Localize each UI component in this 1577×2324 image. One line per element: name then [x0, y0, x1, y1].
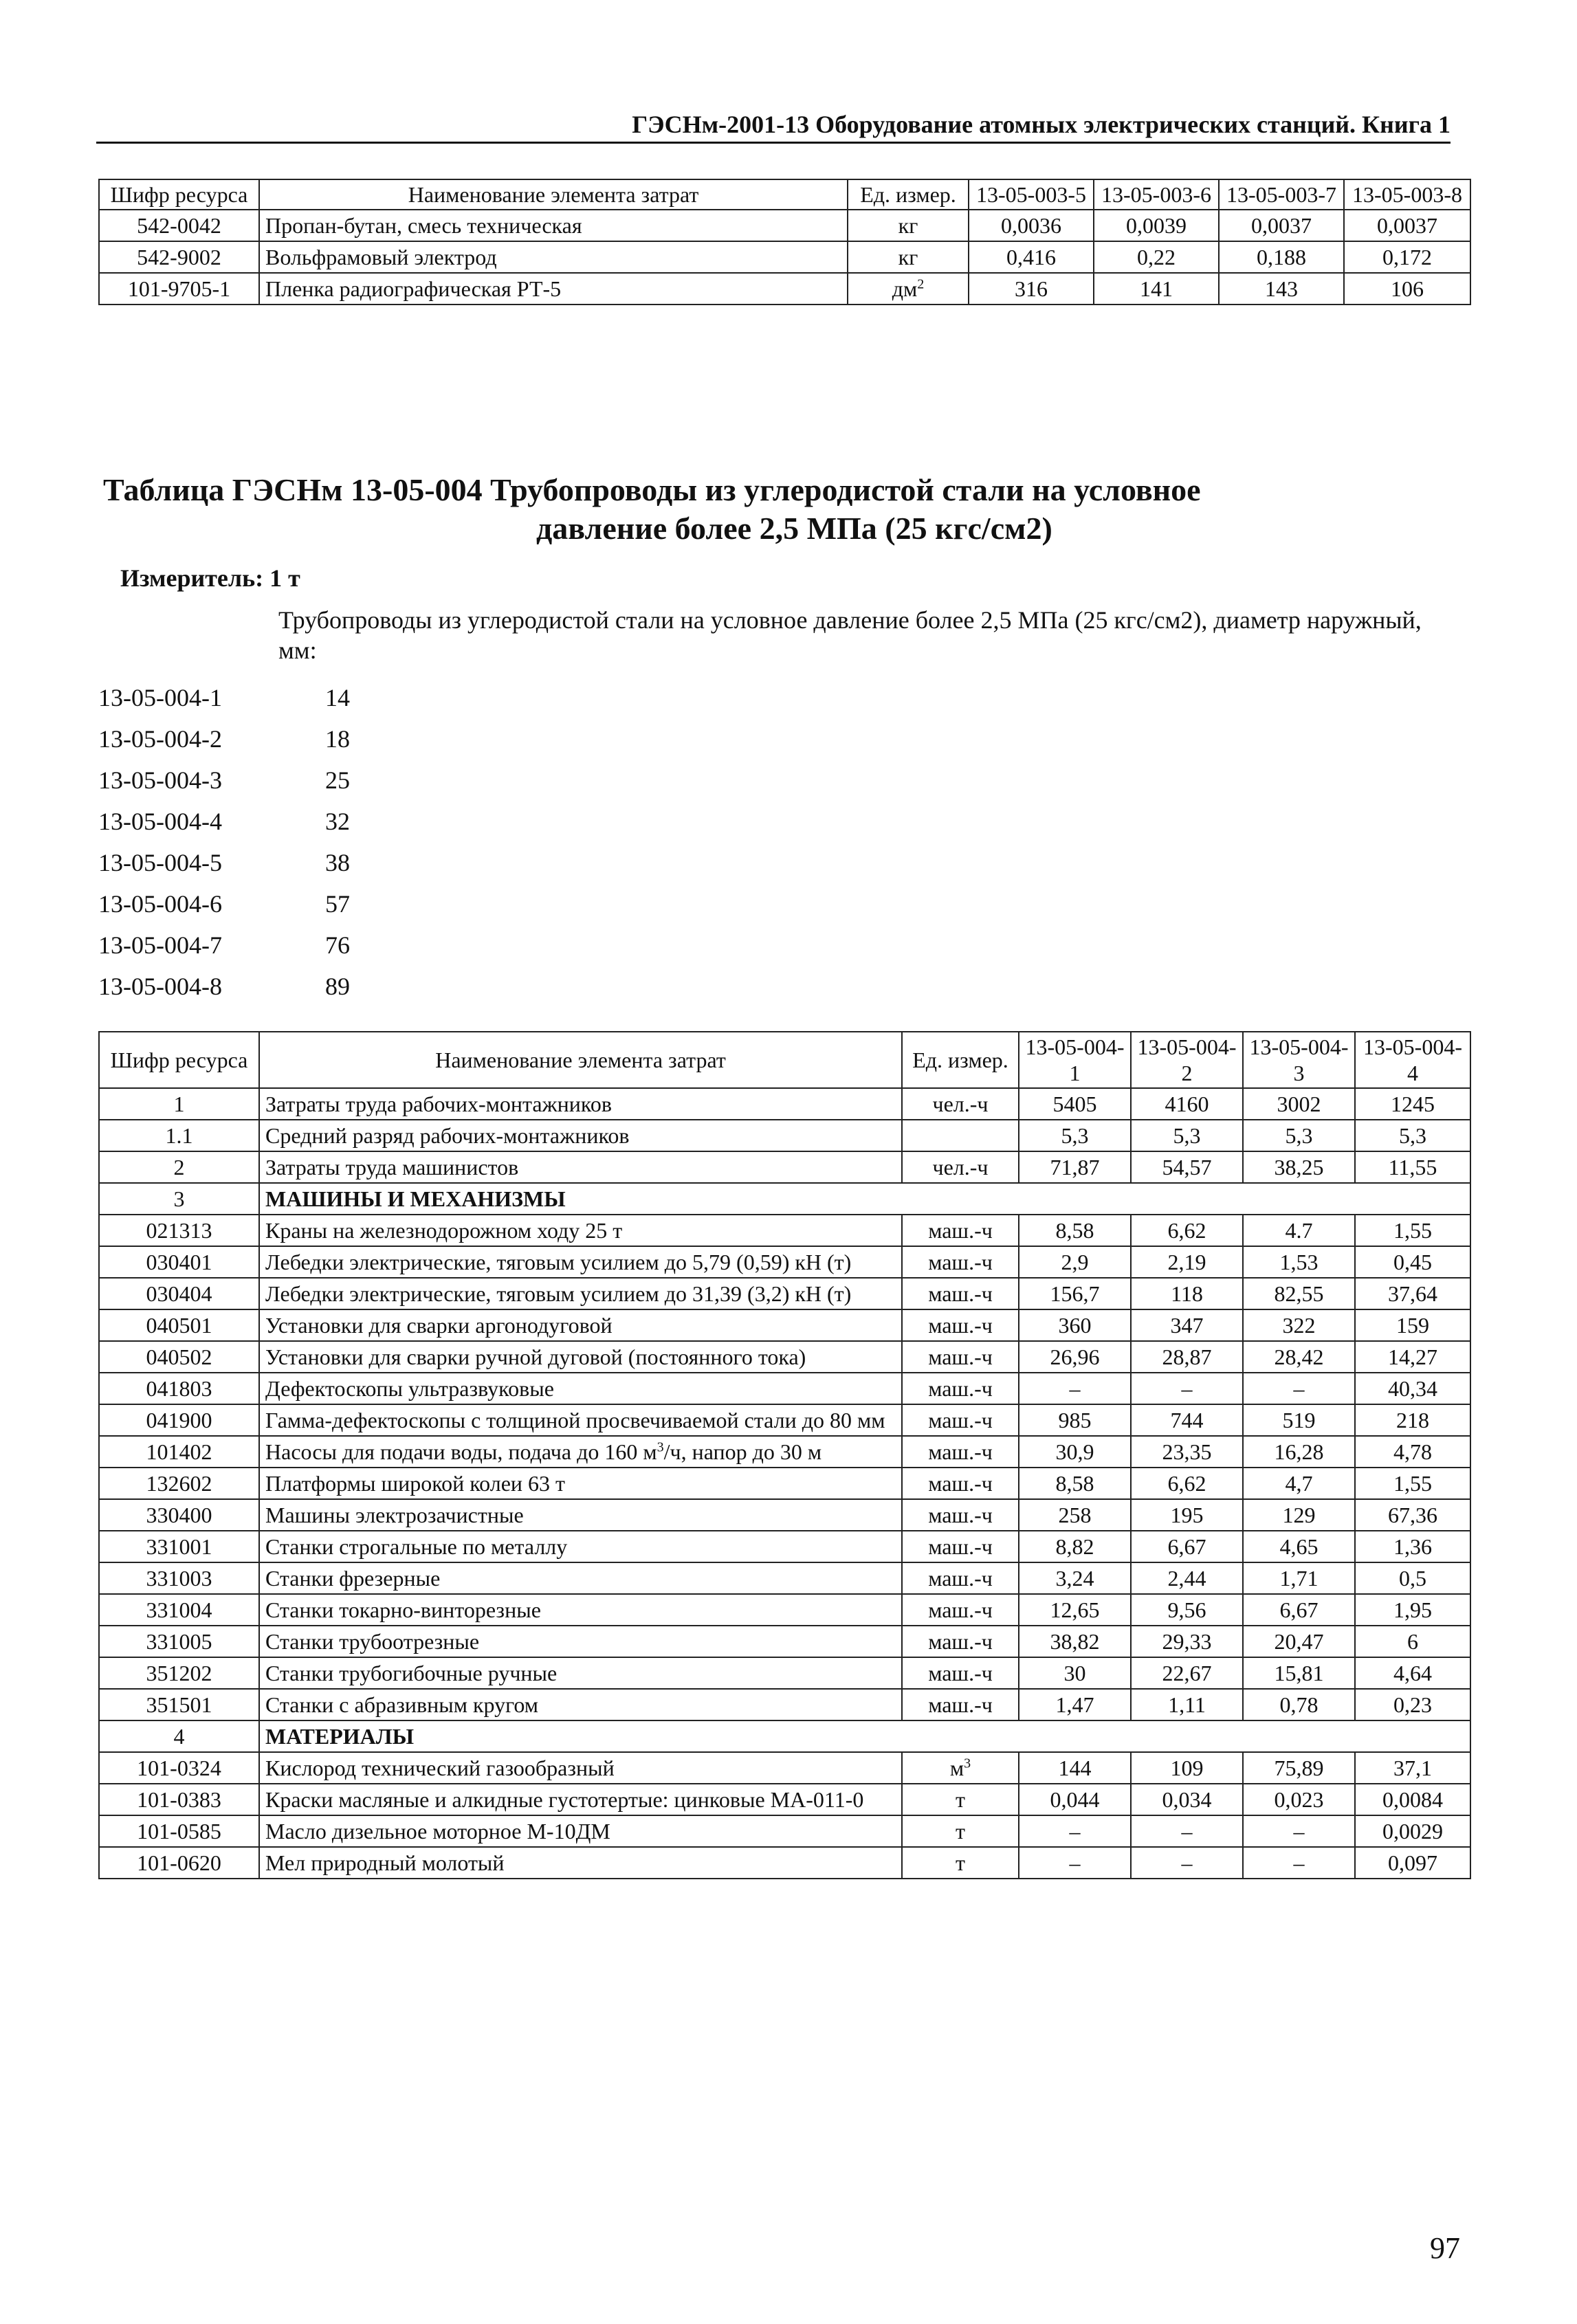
cell-name: Станки фрезерные [259, 1562, 902, 1594]
cell-value-2: 6,62 [1131, 1468, 1243, 1499]
meter-label: Измеритель: [120, 564, 264, 592]
table-row [99, 273, 1470, 305]
cell-value-4: 11,55 [1355, 1151, 1470, 1183]
header-col-1: 13-05-003-5 [969, 179, 1094, 210]
table-title-line-2: давление более 2,5 МПа (25 кгс/см2) [536, 511, 1052, 546]
cell-unit-text: маш.-ч [928, 1661, 993, 1685]
cell-unit-text: маш.-ч [928, 1313, 993, 1338]
list-item-diameter: 38 [325, 849, 350, 876]
cell-value-2: 9,56 [1131, 1594, 1243, 1626]
cell-value-3: 4,7 [1243, 1468, 1355, 1499]
cell-unit [902, 1499, 1019, 1531]
list-item [98, 760, 463, 801]
cell-code: 331004 [99, 1594, 259, 1626]
cell-unit [902, 1088, 1019, 1120]
cell-value-3: 15,81 [1243, 1657, 1355, 1689]
cell-value-2: – [1131, 1847, 1243, 1879]
cell-unit-text: маш.-ч [928, 1566, 993, 1591]
cell-code: 101-9705-1 [99, 273, 259, 305]
cell-value-1: 71,87 [1019, 1151, 1131, 1183]
table-row [99, 1847, 1470, 1879]
cell-unit [902, 1404, 1019, 1436]
header-name: Наименование элемента затрат [259, 1032, 902, 1088]
cell-code: 351202 [99, 1657, 259, 1689]
cell-code: 542-9002 [99, 241, 259, 273]
table-row [99, 1088, 1470, 1120]
cell-value-4: 0,097 [1355, 1847, 1470, 1879]
table-row [99, 1404, 1470, 1436]
cell-value-4: 1,55 [1355, 1468, 1470, 1499]
cell-code: 101-0324 [99, 1752, 259, 1784]
cell-value-4: 4,78 [1355, 1436, 1470, 1468]
cell-value-1: 5,3 [1019, 1120, 1131, 1151]
cell-value-3: 143 [1219, 273, 1344, 305]
cell-name: Станки с абразивным кругом [259, 1689, 902, 1720]
list-item [98, 966, 463, 1007]
cell-name: Затраты труда машинистов [259, 1151, 902, 1183]
cell-value-3: 0,188 [1219, 241, 1344, 273]
cell-value-4: 37,64 [1355, 1278, 1470, 1309]
table-row [99, 1309, 1470, 1341]
cell-unit-text: маш.-ч [928, 1503, 993, 1527]
cell-value-1: – [1019, 1373, 1131, 1404]
cell-value-3: 4.7 [1243, 1215, 1355, 1246]
list-item [98, 801, 463, 842]
cell-name: Вольфрамовый электрод [259, 241, 848, 273]
cell-name: Платформы широкой колеи 63 т [259, 1468, 902, 1499]
header-name: Наименование элемента затрат [259, 179, 848, 210]
cell-value-4: 0,0037 [1344, 210, 1470, 241]
cell-value-4: 0,5 [1355, 1562, 1470, 1594]
header-col-2: 13-05-004-2 [1131, 1032, 1243, 1088]
cell-value-1: 5405 [1019, 1088, 1131, 1120]
cell-unit [902, 1436, 1019, 1468]
cell-value-4: 0,0084 [1355, 1784, 1470, 1815]
list-item-diameter: 32 [325, 808, 350, 835]
list-item-diameter: 14 [325, 684, 350, 711]
cell-value-2: 0,034 [1131, 1784, 1243, 1815]
list-item [98, 842, 463, 883]
cell-value-2: 744 [1131, 1404, 1243, 1436]
cell-name: Краски масляные и алкидные густотертые: цинковые МА-011-0 [259, 1784, 902, 1815]
cell-unit [902, 1531, 1019, 1562]
header-unit: Ед. измер. [848, 179, 969, 210]
cell-name-text: Насосы для подачи воды, подача до 160 м [265, 1439, 657, 1464]
cell-unit [902, 1815, 1019, 1847]
cell-name: Станки строгальные по металлу [259, 1531, 902, 1562]
cell-value-3: 1,71 [1243, 1562, 1355, 1594]
list-item [98, 925, 463, 966]
cell-value-3: 75,89 [1243, 1752, 1355, 1784]
cell-value-1: 30 [1019, 1657, 1131, 1689]
cell-unit [902, 1752, 1019, 1784]
cell-unit-text: маш.-ч [928, 1281, 993, 1306]
cell-name: Пропан-бутан, смесь техническая [259, 210, 848, 241]
list-item-code: 13-05-004-2 [98, 725, 222, 753]
table-row [99, 1215, 1470, 1246]
cell-value-3: 1,53 [1243, 1246, 1355, 1278]
cell-value-4: 40,34 [1355, 1373, 1470, 1404]
cell-unit-text: маш.-ч [928, 1597, 993, 1622]
cell-name: Пленка радиографическая РТ-5 [259, 273, 848, 305]
cell-value-2: 2,19 [1131, 1246, 1243, 1278]
cell-code: 021313 [99, 1215, 259, 1246]
cell-name: Масло дизельное моторное М-10ДМ [259, 1815, 902, 1847]
cell-code: 030401 [99, 1246, 259, 1278]
list-item-diameter: 18 [325, 725, 350, 753]
table-row [99, 241, 1470, 273]
cell-value-1: 3,24 [1019, 1562, 1131, 1594]
cell-code: 041803 [99, 1373, 259, 1404]
cell-value-3: – [1243, 1373, 1355, 1404]
cell-value-4: 0,172 [1344, 241, 1470, 273]
cell-code: 132602 [99, 1468, 259, 1499]
list-item [98, 883, 463, 925]
cell-value-2: 6,67 [1131, 1531, 1243, 1562]
cell-unit [902, 1215, 1019, 1246]
cell-name: Машины электрозачистные [259, 1499, 902, 1531]
cell-value-2: 1,11 [1131, 1689, 1243, 1720]
cell-value-1: – [1019, 1847, 1131, 1879]
cell-name: Станки токарно-винторезные [259, 1594, 902, 1626]
cell-value-4: 0,0029 [1355, 1815, 1470, 1847]
cell-code: 331005 [99, 1626, 259, 1657]
table-header-row [99, 179, 1470, 210]
cell-unit [848, 210, 969, 241]
cell-value-2: 29,33 [1131, 1626, 1243, 1657]
cell-name: Кислород технический газообразный [259, 1752, 902, 1784]
cell-value-2: 347 [1131, 1309, 1243, 1341]
cell-value-3: 6,67 [1243, 1594, 1355, 1626]
cell-unit-text: маш.-ч [928, 1218, 993, 1243]
cell-unit-text: маш.-ч [928, 1250, 993, 1274]
cell-name: Станки трубоотрезные [259, 1626, 902, 1657]
cell-unit [902, 1847, 1019, 1879]
cell-value-1: 316 [969, 273, 1094, 305]
cell-value-2: 28,87 [1131, 1341, 1243, 1373]
cell-unit [848, 241, 969, 273]
cell-unit [902, 1657, 1019, 1689]
table-row [99, 1531, 1470, 1562]
cell-unit [902, 1373, 1019, 1404]
table-row [99, 1468, 1470, 1499]
cell-value-2: 0,22 [1094, 241, 1219, 273]
meter-value: 1 т [269, 564, 300, 592]
cell-code: 1 [99, 1088, 259, 1120]
cell-name: Дефектоскопы ультразвуковые [259, 1373, 902, 1404]
cell-value-1: 156,7 [1019, 1278, 1131, 1309]
cell-unit-text: маш.-ч [928, 1376, 993, 1401]
cell-unit-text: чел.-ч [932, 1155, 989, 1180]
list-item-code: 13-05-004-5 [98, 849, 222, 876]
section-row [99, 1183, 1470, 1215]
cell-name: Краны на железнодорожном ходу 25 т [259, 1215, 902, 1246]
cell-name: Установки для сварки ручной дуговой (постоянного тока) [259, 1341, 902, 1373]
cell-unit-text: маш.-ч [928, 1408, 993, 1432]
cell-value-3: 82,55 [1243, 1278, 1355, 1309]
cell-value-1: 985 [1019, 1404, 1131, 1436]
top-resource-table [98, 179, 1471, 305]
cell-value-3: 322 [1243, 1309, 1355, 1341]
cell-value-4: 1245 [1355, 1088, 1470, 1120]
cell-value-4: 1,55 [1355, 1215, 1470, 1246]
cell-unit-text: т [956, 1787, 965, 1812]
cell-value-1: 1,47 [1019, 1689, 1131, 1720]
cell-unit [902, 1562, 1019, 1594]
header-code: Шифр ресурса [99, 1032, 259, 1088]
cell-code: 040502 [99, 1341, 259, 1373]
cell-value-3: 16,28 [1243, 1436, 1355, 1468]
cell-code: 030404 [99, 1278, 259, 1309]
cell-unit-text: дм [892, 276, 918, 301]
cell-value-2: 6,62 [1131, 1215, 1243, 1246]
cell-unit-text: кг [898, 213, 918, 238]
cell-value-4: 6 [1355, 1626, 1470, 1657]
cell-value-2: 5,3 [1131, 1120, 1243, 1151]
list-item-diameter: 89 [325, 973, 350, 1000]
header-col-3: 13-05-004-3 [1243, 1032, 1355, 1088]
header-col-3: 13-05-003-7 [1219, 179, 1344, 210]
list-item-code: 13-05-004-8 [98, 973, 222, 1000]
cell-value-1: 38,82 [1019, 1626, 1131, 1657]
cell-value-4: 4,64 [1355, 1657, 1470, 1689]
cell-code: 101402 [99, 1436, 259, 1468]
cell-unit-text: маш.-ч [928, 1439, 993, 1464]
cell-unit-text: маш.-ч [928, 1471, 993, 1496]
cell-unit [902, 1594, 1019, 1626]
table-row [99, 1278, 1470, 1309]
cell-value-1: 8,58 [1019, 1468, 1131, 1499]
cell-code: 3 [99, 1183, 259, 1215]
cell-value-4: 37,1 [1355, 1752, 1470, 1784]
table-row [99, 1626, 1470, 1657]
list-item [98, 677, 463, 718]
cell-code: 040501 [99, 1309, 259, 1341]
cell-code: 2 [99, 1151, 259, 1183]
cell-unit [902, 1784, 1019, 1815]
cell-value-4: 218 [1355, 1404, 1470, 1436]
cell-value-1: 360 [1019, 1309, 1131, 1341]
section-title: МАШИНЫ И МЕХАНИЗМЫ [259, 1183, 1470, 1215]
cell-value-1: 0,044 [1019, 1784, 1131, 1815]
list-item [98, 718, 463, 760]
cell-value-3: 20,47 [1243, 1626, 1355, 1657]
table-title-line-1: Таблица ГЭСНм 13-05-004 Трубопроводы из углеродистой стали на условное [103, 472, 1201, 507]
table-row [99, 1373, 1470, 1404]
table-row [99, 1151, 1470, 1183]
table-row [99, 1594, 1470, 1626]
section-title: МАТЕРИАЛЫ [259, 1720, 1470, 1752]
table-row [99, 1499, 1470, 1531]
diameter-codes-list [98, 677, 463, 1007]
cell-value-1: 8,58 [1019, 1215, 1131, 1246]
cell-code: 041900 [99, 1404, 259, 1436]
cell-code: 101-0383 [99, 1784, 259, 1815]
cell-unit [902, 1246, 1019, 1278]
table-row [99, 1341, 1470, 1373]
cell-value-1: 26,96 [1019, 1341, 1131, 1373]
cell-code: 4 [99, 1720, 259, 1752]
list-item-code: 13-05-004-6 [98, 890, 222, 918]
header-col-2: 13-05-003-6 [1094, 179, 1219, 210]
cell-code: 331003 [99, 1562, 259, 1594]
cell-value-2: 54,57 [1131, 1151, 1243, 1183]
table-row [99, 1436, 1470, 1468]
cell-value-1: 2,9 [1019, 1246, 1131, 1278]
cell-value-1: 144 [1019, 1752, 1131, 1784]
cell-value-3: – [1243, 1847, 1355, 1879]
cell-unit [902, 1151, 1019, 1183]
cell-value-1: 12,65 [1019, 1594, 1131, 1626]
cell-value-4: 0,45 [1355, 1246, 1470, 1278]
cell-value-2: 141 [1094, 273, 1219, 305]
cell-value-2: 0,0039 [1094, 210, 1219, 241]
header-code: Шифр ресурса [99, 179, 259, 210]
cell-unit-superscript: 3 [964, 1756, 971, 1771]
cell-value-2: 109 [1131, 1752, 1243, 1784]
cell-unit-text: маш.-ч [928, 1629, 993, 1654]
cell-unit [902, 1120, 1019, 1151]
cell-value-3: 0,0037 [1219, 210, 1344, 241]
cell-code: 330400 [99, 1499, 259, 1531]
cell-value-2: 4160 [1131, 1088, 1243, 1120]
cell-code: 101-0620 [99, 1847, 259, 1879]
cell-name: Установки для сварки аргонодуговой [259, 1309, 902, 1341]
cell-unit-text: маш.-ч [928, 1692, 993, 1717]
cell-value-4: 67,36 [1355, 1499, 1470, 1531]
cell-unit-text: т [956, 1819, 965, 1844]
table-row [99, 1562, 1470, 1594]
cell-value-3: 4,65 [1243, 1531, 1355, 1562]
table-row [99, 1120, 1470, 1151]
cell-value-3: 5,3 [1243, 1120, 1355, 1151]
section-row [99, 1720, 1470, 1752]
cell-name-superscript: 3 [657, 1439, 664, 1455]
cell-name-text-cont: /ч, напор до 30 м [663, 1439, 822, 1464]
cell-unit-text: маш.-ч [928, 1344, 993, 1369]
cell-value-4: 106 [1344, 273, 1470, 305]
cell-name: Лебедки электрические, тяговым усилием до 5,79 (0,59) кН (т) [259, 1246, 902, 1278]
cell-unit [902, 1689, 1019, 1720]
header-col-4: 13-05-003-8 [1344, 179, 1470, 210]
table-row [99, 1657, 1470, 1689]
cell-name: Станки трубогибочные ручные [259, 1657, 902, 1689]
cell-value-3: 38,25 [1243, 1151, 1355, 1183]
cell-value-1: 0,0036 [969, 210, 1094, 241]
cell-code: 101-0585 [99, 1815, 259, 1847]
cell-value-3: – [1243, 1815, 1355, 1847]
table-row [99, 1784, 1470, 1815]
list-item-code: 13-05-004-3 [98, 766, 222, 794]
cell-name [259, 1436, 902, 1468]
cell-value-1: 258 [1019, 1499, 1131, 1531]
cell-unit-text: чел.-ч [932, 1092, 989, 1116]
table-row [99, 1815, 1470, 1847]
cell-code: 542-0042 [99, 210, 259, 241]
table-row [99, 210, 1470, 241]
list-item-diameter: 76 [325, 931, 350, 959]
page-number: 97 [1430, 2231, 1460, 2265]
cell-unit-text: маш.-ч [928, 1534, 993, 1559]
cell-value-2: – [1131, 1373, 1243, 1404]
cell-value-4: 5,3 [1355, 1120, 1470, 1151]
cell-value-2: 22,67 [1131, 1657, 1243, 1689]
cell-unit [848, 273, 969, 305]
list-item-diameter: 57 [325, 890, 350, 918]
table-row [99, 1752, 1470, 1784]
header-col-1: 13-05-004-1 [1019, 1032, 1131, 1088]
table-title [103, 471, 1444, 548]
cell-value-3: 0,023 [1243, 1784, 1355, 1815]
cell-value-3: 3002 [1243, 1088, 1355, 1120]
table-row [99, 1246, 1470, 1278]
cell-unit [902, 1278, 1019, 1309]
table-description: Трубопроводы из углеродистой стали на условное давление более 2,5 МПа (25 кгс/см2), диаметр наружный, мм: [278, 606, 1422, 664]
cell-unit-text: кг [898, 245, 918, 269]
header-unit: Ед. измер. [902, 1032, 1019, 1088]
cell-unit-superscript: 2 [917, 276, 925, 292]
table-header-row [99, 1032, 1470, 1088]
cell-value-3: 0,78 [1243, 1689, 1355, 1720]
cell-unit-text: т [956, 1850, 965, 1875]
cell-unit [902, 1468, 1019, 1499]
cell-value-4: 159 [1355, 1309, 1470, 1341]
list-item-code: 13-05-004-1 [98, 684, 222, 711]
cell-value-4: 0,23 [1355, 1689, 1470, 1720]
cell-name: Затраты труда рабочих-монтажников [259, 1088, 902, 1120]
cell-code: 1.1 [99, 1120, 259, 1151]
cell-name: Средний разряд рабочих-монтажников [259, 1120, 902, 1151]
cell-name: Лебедки электрические, тяговым усилием до 31,39 (3,2) кН (т) [259, 1278, 902, 1309]
cell-name: Мел природный молотый [259, 1847, 902, 1879]
cell-value-1: 8,82 [1019, 1531, 1131, 1562]
cell-value-3: 129 [1243, 1499, 1355, 1531]
cell-value-1: 0,416 [969, 241, 1094, 273]
cell-name: Гамма-дефектоскопы с толщиной просвечиваемой стали до 80 мм [259, 1404, 902, 1436]
cell-value-2: 118 [1131, 1278, 1243, 1309]
list-item-diameter: 25 [325, 766, 350, 794]
main-resource-table [98, 1031, 1471, 1879]
list-item-code: 13-05-004-7 [98, 931, 222, 959]
cell-value-1: – [1019, 1815, 1131, 1847]
cell-code: 351501 [99, 1689, 259, 1720]
cell-unit [902, 1309, 1019, 1341]
cell-value-2: 23,35 [1131, 1436, 1243, 1468]
cell-value-3: 519 [1243, 1404, 1355, 1436]
cell-value-2: 195 [1131, 1499, 1243, 1531]
cell-value-4: 1,36 [1355, 1531, 1470, 1562]
cell-code: 331001 [99, 1531, 259, 1562]
list-item-code: 13-05-004-4 [98, 808, 222, 835]
meter [120, 564, 300, 593]
cell-unit [902, 1626, 1019, 1657]
cell-value-4: 14,27 [1355, 1341, 1470, 1373]
cell-value-2: – [1131, 1815, 1243, 1847]
header-col-4: 13-05-004-4 [1355, 1032, 1470, 1088]
cell-unit [902, 1341, 1019, 1373]
table-row [99, 1689, 1470, 1720]
running-header: ГЭСНм-2001-13 Оборудование атомных электрических станций. Книга 1 [96, 110, 1451, 144]
cell-value-2: 2,44 [1131, 1562, 1243, 1594]
cell-value-1: 30,9 [1019, 1436, 1131, 1468]
cell-unit-text: м [949, 1756, 964, 1780]
cell-value-3: 28,42 [1243, 1341, 1355, 1373]
cell-value-4: 1,95 [1355, 1594, 1470, 1626]
